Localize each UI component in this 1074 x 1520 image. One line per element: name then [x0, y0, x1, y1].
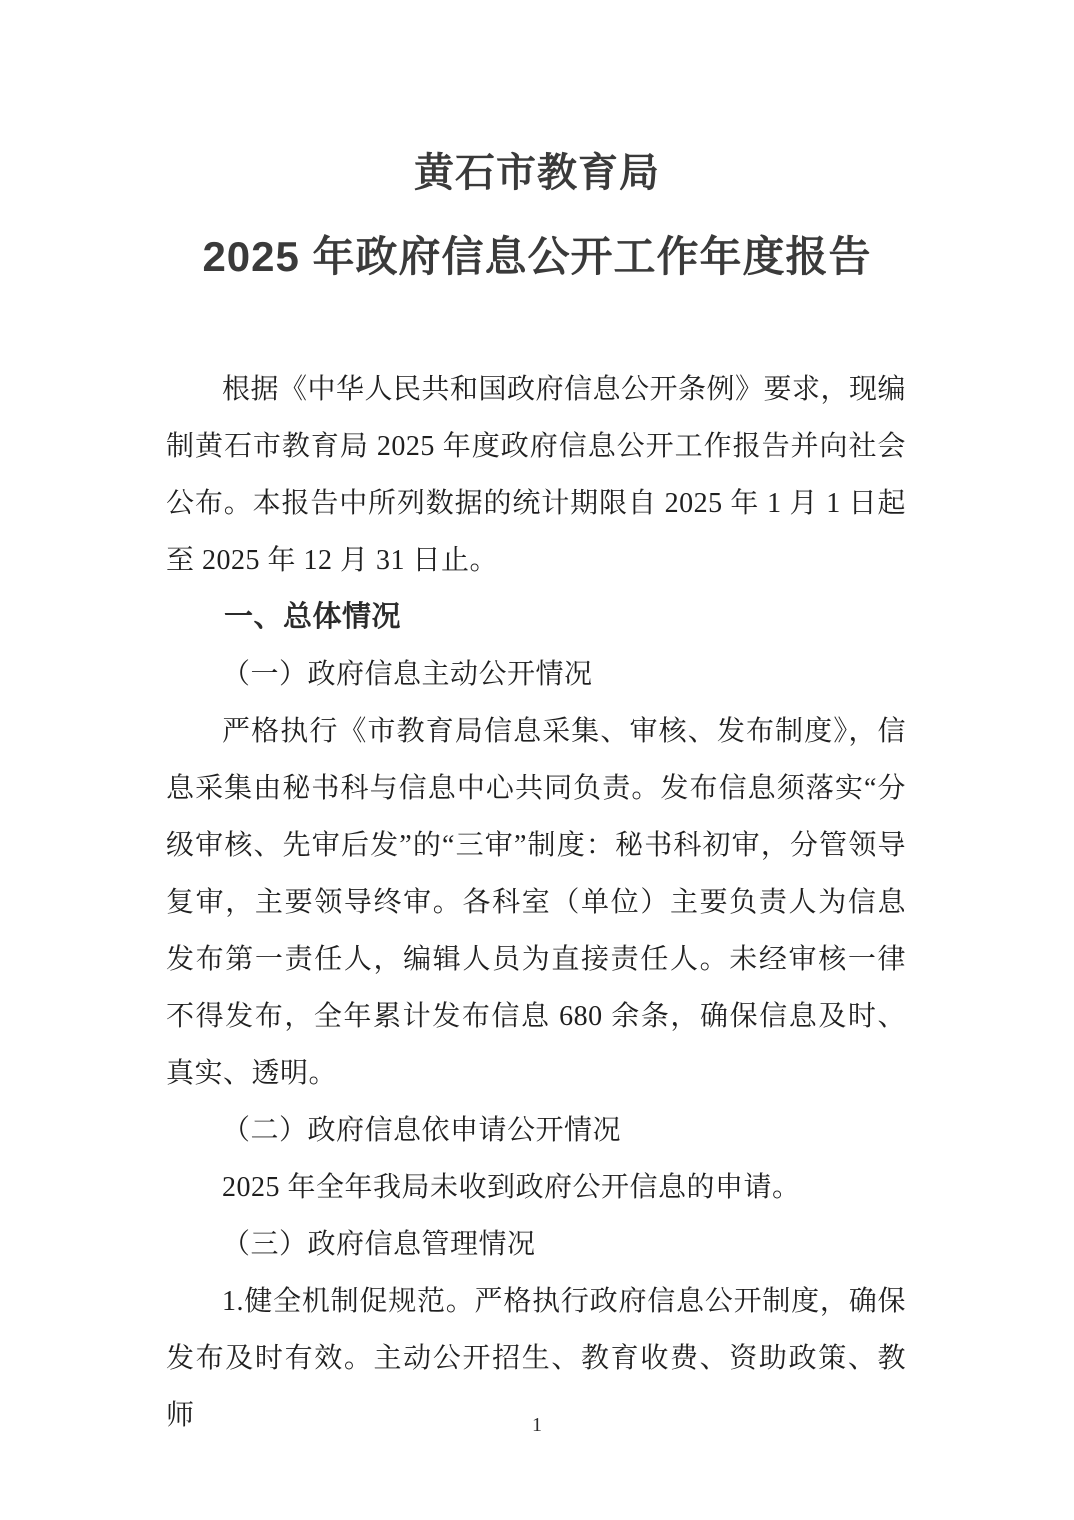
page-number: 1	[532, 1414, 542, 1436]
subsection-heading-active-disclosure: （一）政府信息主动公开情况	[222, 659, 593, 690]
paragraph-intro: 根据《中华人民共和国政府信息公开条例》要求，现编制黄石市教育局 2025 年度政府信息公开工作报告并向社会公布。本报告中所列数据的统计期限自 2025 年 1 月 1 日起至 2025 年 12 月 31 日止。	[166, 374, 907, 576]
paragraph-information-management: 1.健全机制促规范。严格执行政府信息公开制度，确保发布及时有效。主动公开招生、教育收费、资助政策、教师	[166, 1286, 906, 1431]
section-heading-overall-situation: 一、总体情况	[224, 601, 402, 633]
document-subtitle: 2025 年政府信息公开工作年度报告	[202, 233, 872, 280]
paragraph-disclosure-upon-request: 2025 年全年我局未收到政府公开信息的申请。	[222, 1172, 801, 1203]
subsection-heading-information-management: （三）政府信息管理情况	[222, 1229, 536, 1260]
document-title: 黄石市教育局	[414, 151, 660, 195]
document-body	[166, 361, 906, 1444]
paragraph-active-disclosure: 严格执行《市教育局信息采集、审核、发布制度》，信息采集由秘书科与信息中心共同负责。发布信息须落实“分级审核、先审后发”的“三审”制度：秘书科初审，分管领导复审，主要领导终审。各科室（单位）主要负责人为信息发布第一责任人，编辑人员为直接责任人。未经审核一律不得发布，全年累计发布信息 680 余条，确保信息及时、真实、透明。	[166, 716, 906, 1089]
subsection-heading-disclosure-upon-request: （二）政府信息依申请公开情况	[222, 1115, 622, 1146]
